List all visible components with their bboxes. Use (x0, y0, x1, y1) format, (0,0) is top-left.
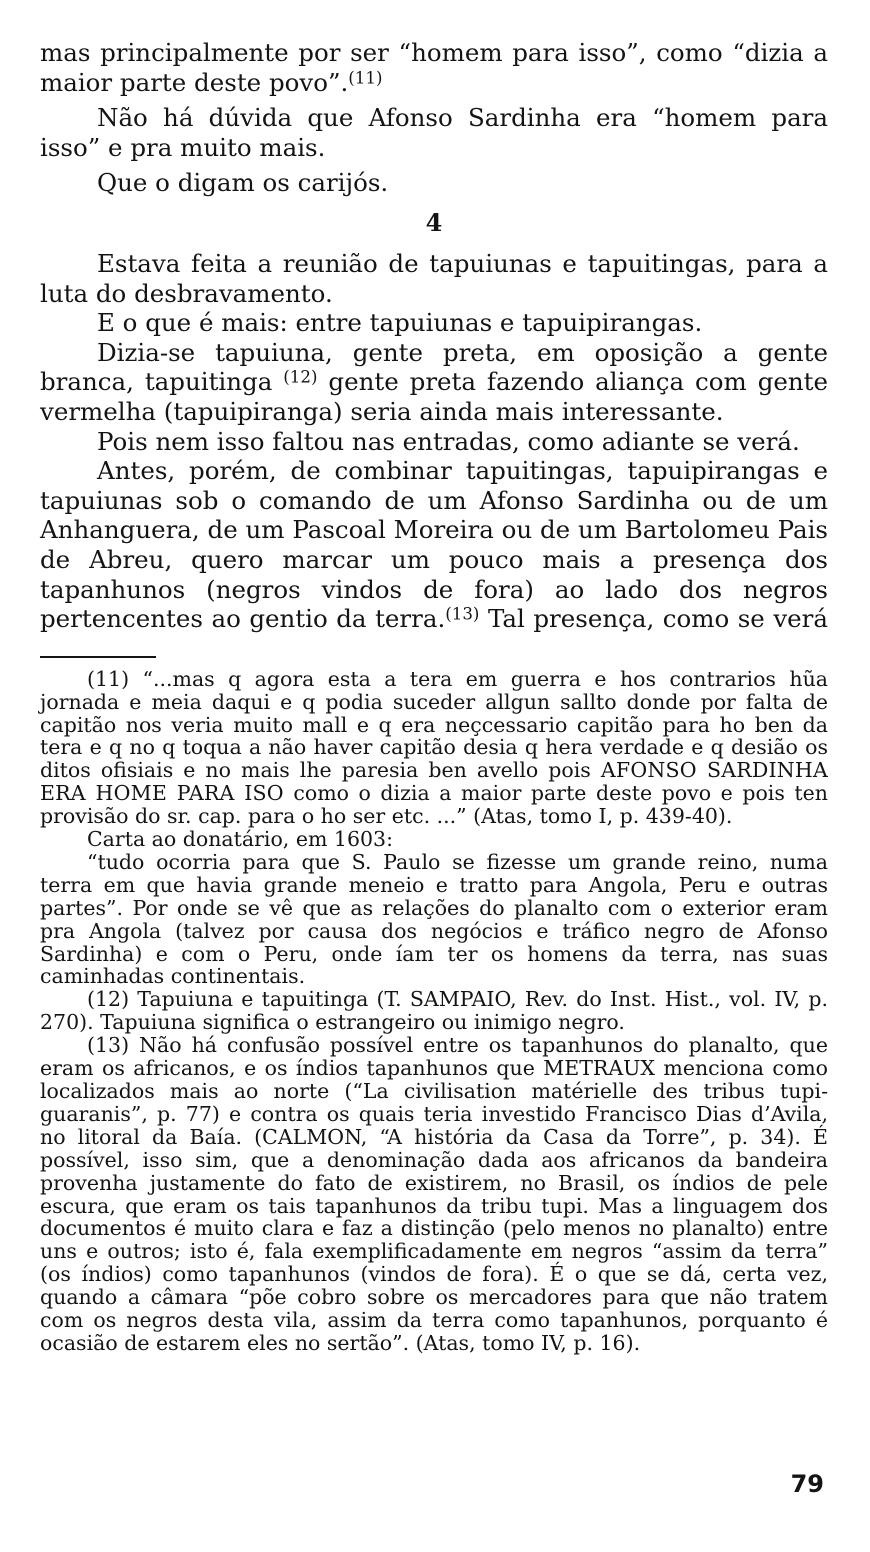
footnote-ref-13: (13) (445, 604, 480, 624)
paragraph-2: Não há dúvida que Afonso Sardinha era “homem para isso” e pra muito mais. (40, 103, 828, 162)
footnote-carta-intro: Carta ao donatário, em 1603: (87, 827, 394, 852)
section-number: 4 (425, 207, 443, 237)
paragraph-8: Antes, porém, de combinar tapuitingas, tapuipirangas e tapuiunas sob o comando de um Afonso Sardinha ou de um Anhanguera, de um Pascoal Moreira ou de um Bartolomeu Pais de Abreu, quero marcar um pouco mais a presença dos tapanhunos (negros vindos de fora) ao lado dos negros pertencentes ao gentio da terra.$^{(13)}$ Tal presença, como se verá (40, 456, 828, 634)
footnote-carta-text: “tudo ocorria para que S. Paulo se fizesse um grande reino, numa terra em que havia grande meneio e tratto para Angola, Peru e outras partes”. Por onde se vê que as relações do planalto com o exterior eram pra Angola (talvez por causa dos negócios e tráfico negro de Afonso Sardinha) e com o Peru, onde íam ter os homens da terra, nas suas caminhadas continentais. (40, 849, 828, 989)
footnote-11: (11) “...mas q agora esta a tera em guerra e hos contrarios hũa jornada e meia daqui e q podia suceder allgun sallto donde por falta de capitão nos veria muito mall e q era neçcessario capitão para ho ben da tera e q no q toqua a não haver capitão desia q hera verdade e q desião os ditos ofisiais e no mais lhe paresia ben avello pois AFONSO SARDINHA ERA HOME PARA ISO como o dizia a maior parte deste povo e pois ten provisão do sr. cap. para o ho ser etc. ...” (Atas, tomo I, p. 439-40). (40, 666, 828, 829)
paragraph-4: Estava feita a reunião de tapuiunas e tapuitingas, para a luta do desbravamento. (40, 248, 828, 308)
footnote-ref-12: (12) (283, 367, 318, 387)
page-body (40, 38, 828, 1355)
paragraph-5: E o que é mais: entre tapuiunas e tapuipirangas. (97, 308, 703, 338)
page-number: 79 (790, 1470, 824, 1498)
footnote-12: (12) Tapuiuna e tapuitinga (T. SAMPAIO, Rev. do Inst. Hist., vol. IV, p. 270). Tapuiuna significa o estrangeiro ou inimigo negro. (40, 987, 828, 1035)
footnote-ref-11: (11) (348, 68, 383, 88)
paragraph-1: mas principalmente por ser “homem para isso”, como “dizia a maior parte deste povo”.$^{(11)}$ (40, 38, 828, 97)
paragraph-7: Pois nem isso faltou nas entradas, como adiante se verá. (97, 426, 800, 456)
paragraph-3: Que o digam os carijós. (97, 168, 389, 198)
footnote-11-caps: AFONSO SARDINHA ERA HOME PARA ISO (40, 758, 828, 806)
footnote-divider (40, 656, 156, 658)
footnote-13: (13) Não há confusão possível entre os tapanhunos do planalto, que eram os africanos, e os índios tapanhunos que METRAUX menciona como localizados mais ao norte (“La civilisation matérielle des tribus tupi-guaranis”, p. 77) e contra os quais teria investido Francisco Dias d’Avila, no litoral da Baía. (CALMON, “A história da Casa da Torre”, p. 34). É possível, isso sim, que a denominação dada aos africanos da bandeira provenha justamente do fato de existirem, no Brasil, os índios de pele escura, que eram os tais tapanhunos da tribu tupi. Mas a linguagem dos documentos é muito clara e faz a distinção (pelo menos no planalto) entre uns e outros; isto é, fala exemplificadamente em negros “assim da terra” (os índios) como tapanhunos (vindos de fora). É o que se dá, certa vez, quando a câmara “põe cobro sobre os mercadores para que não tratem com os negros desta vila, assim da terra como tapanhunos, porquanto é ocasião de estarem eles no sertão”. (Atas, tomo IV, p. 16). (40, 1033, 828, 1355)
paragraph-6: Dizia-se tapuiuna, gente preta, em oposição a gente branca, tapuitinga $^{(12)}$ gente preta fazendo aliança com gente vermelha (tapuipiranga) seria ainda mais interessante. (40, 337, 828, 426)
